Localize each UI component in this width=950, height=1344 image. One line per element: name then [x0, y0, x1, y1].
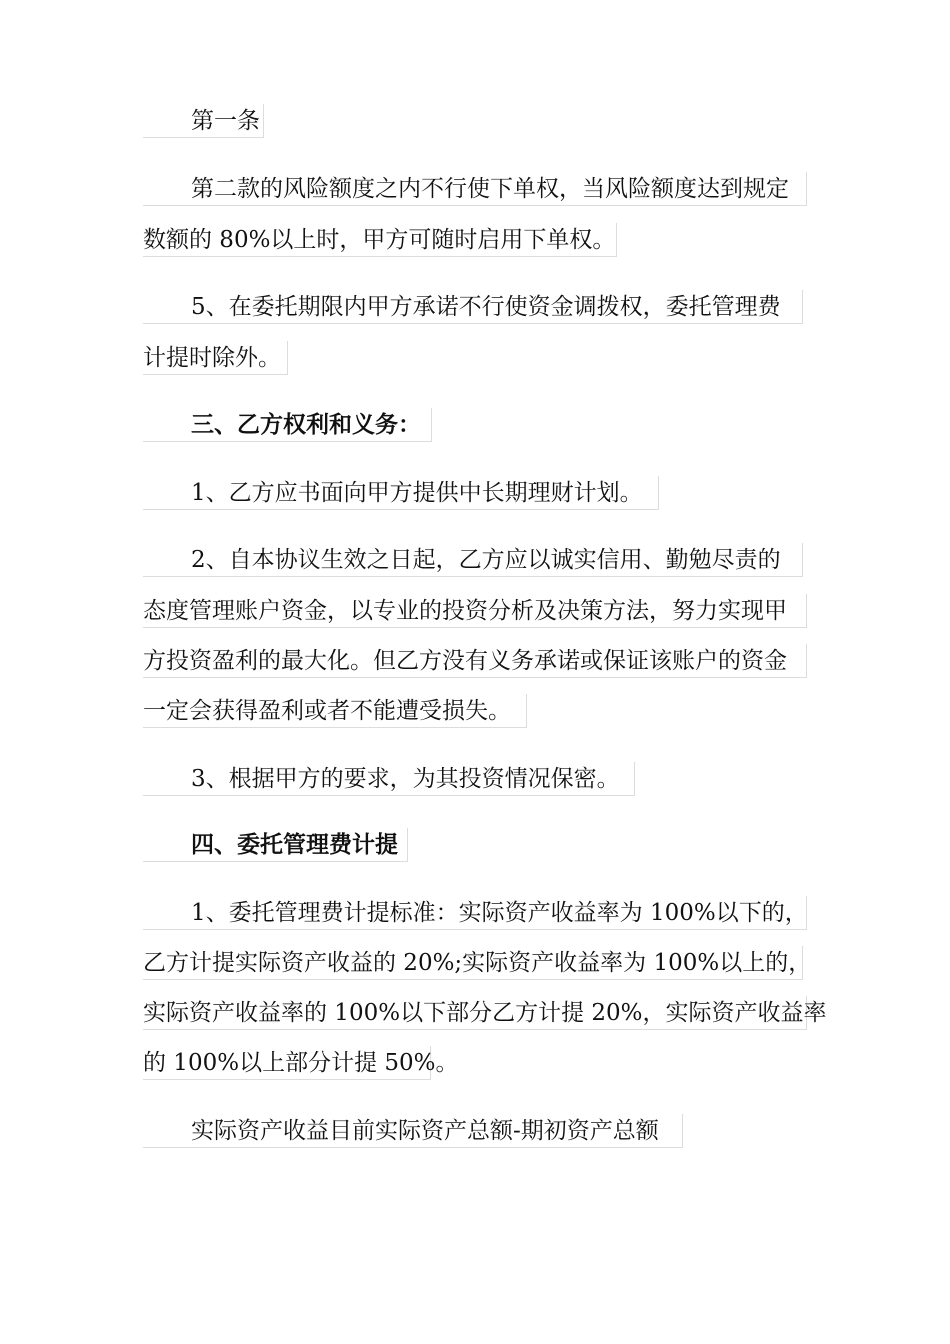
paragraph-line: 实际资产收益率的 100%以下部分乙方计提 20%，实际资产收益率 — [143, 996, 807, 1030]
paragraph-line: 的 100%以上部分计提 50%。 — [143, 1046, 431, 1080]
paragraph-line: 计提时除外。 — [143, 341, 288, 375]
section-heading: 四、委托管理费计提 — [143, 828, 408, 862]
clause-heading: 第一条 — [143, 104, 264, 138]
paragraph-line: 一定会获得盈利或者不能遭受损失。 — [143, 694, 527, 728]
paragraph-line: 态度管理账户资金，以专业的投资分析及决策方法，努力实现甲 — [143, 594, 807, 628]
paragraph-line: 实际资产收益目前实际资产总额-期初资产总额 — [143, 1114, 683, 1148]
paragraph-line: 乙方计提实际资产收益的 20%;实际资产收益率为 100%以上的， — [143, 946, 803, 980]
paragraph-line: 数额的 80%以上时，甲方可随时启用下单权。 — [143, 223, 617, 257]
paragraph-line: 方投资盈利的最大化。但乙方没有义务承诺或保证该账户的资金 — [143, 644, 807, 678]
paragraph-line: 第二款的风险额度之内不行使下单权，当风险额度达到规定 — [143, 172, 807, 206]
paragraph-line: 3、根据甲方的要求，为其投资情况保密。 — [143, 762, 635, 796]
paragraph-line: 5、在委托期限内甲方承诺不行使资金调拨权，委托管理费 — [143, 290, 803, 324]
section-heading: 三、乙方权利和义务： — [143, 408, 432, 442]
paragraph-line: 1、委托管理费计提标准：实际资产收益率为 100%以下的， — [143, 896, 807, 930]
paragraph-line: 2、自本协议生效之日起，乙方应以诚实信用、勤勉尽责的 — [143, 543, 803, 577]
paragraph-line: 1、乙方应书面向甲方提供中长期理财计划。 — [143, 476, 659, 510]
